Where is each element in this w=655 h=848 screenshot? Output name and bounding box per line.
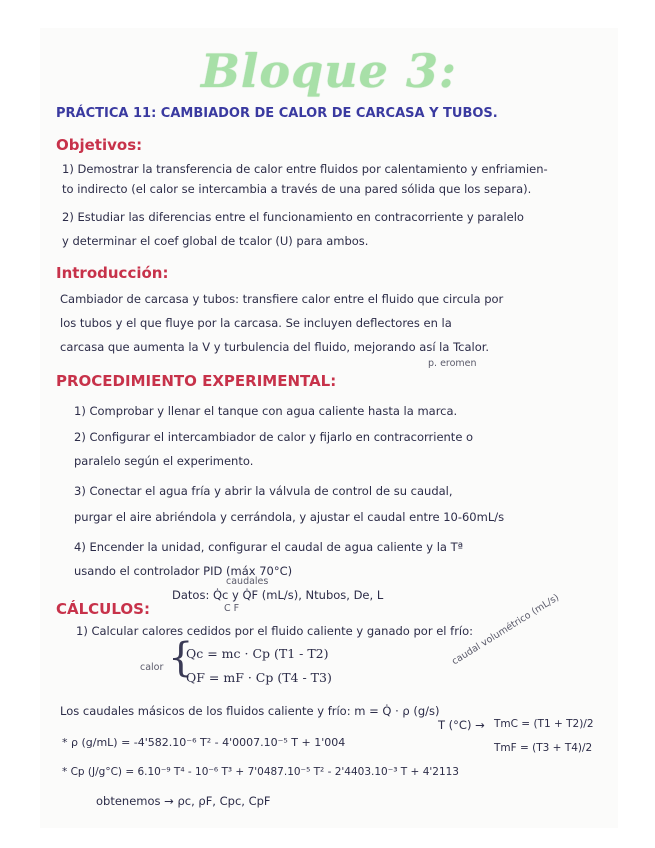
- equation-qf: QF = mF · Cp (T4 - T3): [186, 670, 332, 685]
- practice-number: [56, 106, 498, 121]
- objetivos-line-2: to indirecto (el calor se intercambia a través de una pared sólida que los separa).: [62, 182, 532, 196]
- temperature-label: T (°C) →: [438, 718, 485, 732]
- mean-temp-cold: TmF = (T3 + T4)/2: [494, 742, 593, 754]
- caudales-masicos-line: Los caudales másicos de los fluidos caliente y frío: m = Q̇ · ρ (g/s): [60, 704, 440, 718]
- caudal-volumetrico-note: caudal volumétrico (mL/s): [450, 592, 562, 668]
- procedimiento-heading: PROCEDIMIENTO EXPERIMENTAL:: [56, 372, 337, 390]
- equation-qc: Qc = mc · Cp (T1 - T2): [186, 646, 329, 661]
- page-title: Bloque 3:: [201, 44, 457, 98]
- calculos-heading: CÁLCULOS:: [56, 600, 150, 618]
- density-equation: * ρ (g/mL) = -4'582.10⁻⁶ T² - 4'0007.10⁻⁵ T + 1'004: [62, 736, 346, 749]
- mean-temp-hot: TmC = (T1 + T2)/2: [494, 718, 594, 730]
- cp-equation: * Cp (J/g°C) = 6.10⁻⁹ T⁴ - 10⁻⁶ T³ + 7'0487.10⁻⁵ T² - 2'4403.10⁻³ T + 4'2113: [62, 766, 459, 778]
- calor-label: calor: [140, 662, 164, 673]
- objetivos-line-3: 2) Estudiar las diferencias entre el funcionamiento en contracorriente y paralelo: [62, 210, 524, 224]
- procedimiento-line-4: 3) Conectar el agua fría y abrir la válvula de control de su caudal,: [74, 484, 453, 498]
- objetivos-line-4: y determinar el coef global de tcalor (U) para ambos.: [62, 234, 369, 248]
- procedimiento-line-5: purgar el aire abriéndola y cerrándola, y ajustar el caudal entre 10-60mL/s: [74, 510, 505, 524]
- procedimiento-line-1: 1) Comprobar y llenar el tanque con agua caliente hasta la marca.: [74, 404, 458, 418]
- datos-line: Datos: Q̇c y Q̇F (mL/s), Ntubos, De, L: [172, 588, 384, 602]
- notebook-page: [40, 28, 618, 828]
- introduccion-line-1: Cambiador de carcasa y tubos: transfiere calor entre el fluido que circula por: [60, 292, 504, 306]
- equation-brace: {: [168, 635, 194, 681]
- calculos-step-1: 1) Calcular calores cedidos por el fluido caliente y ganado por el frío:: [76, 624, 474, 638]
- procedimiento-line-2: 2) Configurar el intercambiador de calor y fijarlo en contracorriente o: [74, 430, 474, 444]
- introduccion-line-3: carcasa que aumenta la V y turbulencia del fluido, mejorando así la Tcalor.: [60, 340, 490, 354]
- objetivos-line-1: 1) Demostrar la transferencia de calor entre fluidos por calentamiento y enfriamien-: [62, 162, 548, 176]
- caudales-note: caudales: [226, 576, 269, 587]
- datos-subscripts: C F: [224, 603, 240, 614]
- procedimiento-line-7: usando el controlador PID (máx 70°C): [74, 564, 293, 578]
- practice-heading: CAMBIADOR DE CALOR DE CARCASA Y TUBOS.: [160, 106, 498, 121]
- practice-prefix: PRÁCTICA 11:: [56, 106, 157, 121]
- procedimiento-line-3: paralelo según el experimento.: [74, 454, 254, 468]
- objetivos-heading: Objetivos:: [56, 136, 143, 154]
- introduccion-line-2: los tubos y el que fluye por la carcasa. Se incluyen deflectores en la: [60, 316, 452, 330]
- introduccion-heading: Introducción:: [56, 264, 169, 282]
- introduccion-note: p. eromen: [428, 358, 477, 369]
- obtenemos-line: obtenemos → ρc, ρF, Cpc, CpF: [96, 794, 271, 808]
- procedimiento-line-6: 4) Encender la unidad, configurar el caudal de agua caliente y la Tª: [74, 540, 464, 554]
